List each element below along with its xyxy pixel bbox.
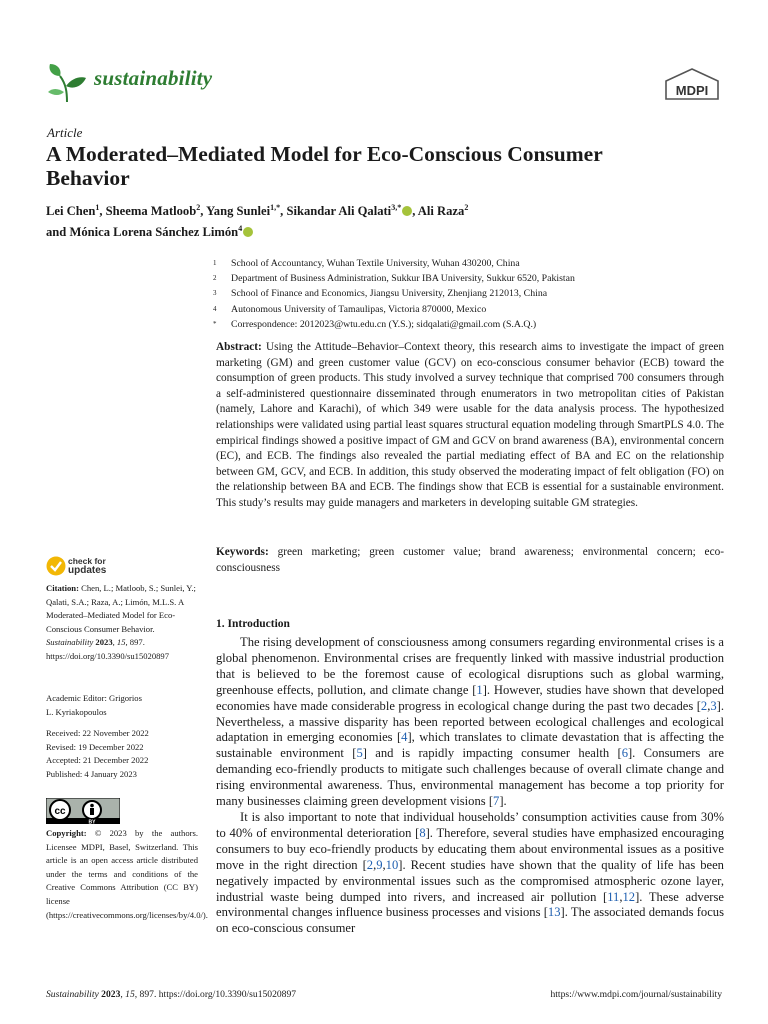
correspondence-text: Correspondence: 2012023@wtu.edu.cn (Y.S.); sidqalati@gmail.com (S.A.Q.) [231,318,537,330]
citation-link[interactable]: 9 [376,857,383,872]
author-name[interactable]: Ali Raza [417,204,465,219]
footer-journal: Sustainability [46,989,99,1000]
abstract-text: Using the Attitude–Behavior–Context theory, this research aims to investigate the impact of green marketing (GM) and green customer value (GCV) on eco-conscious consumer behavior (ECB) toward the consumption of green products. This study involved a survey technique that comprised 700 consumers through a self-administered questionnaire disseminated through enumerators in two metropolitan cities of Pakistan (namely, Lahore and Karachi), of which 349 were usable for the data analysis process. The hypothesized relationships were validated using partial least squares structural equation modeling through SmartPLS 4.0. The empirical findings showed a positive impact of GM and GCV on brand awareness (BA), environmental concern (EC), and ECB. The findings also revealed the partial mediating effect of BA and EC on the relationship between GM, GCV, and ECB. In addition, this study observed the moderating impact of felt obligation (FO) on the relationship between BA and ECB. The findings show that ECB is essential for a sustainable environment. This study’s results may guide managers and marketers in developing suitable GM strategies. [216,341,725,509]
affiliation-text: School of Finance and Economics, Jiangsu University, Zhenjiang 212013, China [231,288,548,300]
affiliation-number: 4 [213,304,217,313]
footer-journal-url[interactable]: https://www.mdpi.com/journal/sustainability [550,989,722,1000]
journal-name[interactable]: sustainability [94,66,213,90]
article-type: Article [47,125,83,140]
copyright-label: Copyright: [46,828,87,838]
author-affil-sup: 2 [464,203,469,212]
received-date: Received: 22 November 2022 [46,728,149,738]
affiliation-text: School of Accountancy, Wuhan Textile University, Wuhan 430200, China [231,258,520,269]
correspondence-item[interactable] [213,317,728,332]
citation-year: 2023 [95,637,113,648]
orcid-icon[interactable] [402,206,412,216]
affiliation-list [213,256,728,332]
keywords-text: green marketing; green customer value; brand awareness; environmental concern; eco-consciousness [216,546,725,574]
editor-name: L. Kyriakopoulos [46,706,107,717]
citation-link[interactable]: 10 [385,857,399,872]
citation-volume: 15 [116,637,126,648]
affiliation-item [213,271,728,286]
section-heading: 1. Introduction [216,618,290,630]
citation-link[interactable]: 7 [493,794,500,809]
affiliation-number: 1 [213,259,217,267]
svg-text:BY: BY [88,819,96,824]
check-for-updates-icon[interactable] [46,556,66,576]
citation-link[interactable]: 3 [710,698,717,713]
affiliation-text: Autonomous University of Tamaulipas, Victoria 870000, Mexico [231,303,487,315]
citation-link[interactable]: 8 [419,825,426,840]
footer-year: 2023 [101,989,121,1000]
citation-link[interactable]: 2 [366,857,374,872]
check-line-1: check for [68,556,106,566]
affiliation-number: 2 [213,274,217,283]
text-run: ]. Nevertheless, a massive disparity has been reported between ecological challenges and ecological adaptation in emerging economies [ [216,698,724,745]
text-run: The rising development of consciousness among consumers regarding environmental crises is a global phenomenon. Environmental crises are frequently linked with massive industrial production that is believed to be the foremost cause of ecological disruptions such as global warming, greenhouse effects, pollution, and climate change [ [216,635,724,697]
editor-label: Academic Editor: Grigorios [46,693,142,703]
citation-label: Citation: [46,583,79,593]
author-affil-sup: 1 [95,203,100,212]
text-run: ]. Therefore, several studies have emphasized encouraging consumers to buy eco-friendly products by educating them about environmental issues as a positive move in the right direction [ [216,825,724,872]
text-run: ]. Consumers are demanding eco-friendly products to mitigate such challenges because of overall climate change and rising environmental awareness. Thus, environmental management has become a top priority for many businesses claiming green development visions [ [216,746,725,809]
author-name[interactable]: and Mónica Lorena Sánchez Limón [46,225,239,240]
author-sep: , [99,204,106,219]
footer-doi[interactable]: , 897. https://doi.org/10.3390/su15020897 [134,989,297,1000]
academic-editor [46,692,198,719]
author-affil-sup: 3,* [391,203,402,212]
author-sep: , [412,204,418,219]
citation-link[interactable]: 12 [622,889,636,904]
footer-citation: Sustainability 2023, 15, 897. https://doi.org/10.3390/su15020897 [46,989,297,1000]
check-line-2: updates [68,565,107,576]
text-run: ] and is rapidly impacting consumer health [ [362,746,622,761]
mdpi-logo-text: MDPI [675,83,709,98]
text-run: ]. Recent studies have shown that the quality of life has been negatively impacted by environmental issues such as the compromised atmospheric ozone layer, industrial waste being dumped into rivers, and increased air pollution [ [216,857,724,904]
author-name[interactable]: Lei Chen [46,204,96,219]
footer-volume: 15 [125,989,135,1000]
author-sep: , [200,204,207,219]
author-sep: , [280,204,287,219]
abstract [216,340,724,512]
orcid-icon[interactable] [243,227,253,237]
copyright-block [46,827,208,922]
text-run: ], which translates to climate devastation that is affecting the sustainable environment [ [216,730,724,761]
publication-dates [46,727,198,781]
keywords [216,545,724,576]
affiliation-item [213,302,728,317]
affiliation-number: 3 [213,289,217,298]
affiliation-item [213,256,728,271]
revised-date: Revised: 19 December 2022 [46,741,144,752]
text-run: It is also important to note that individual households’ consumption activities cause from 30% to 40% of environmental deterioration [ [216,809,724,840]
author-affil-sup: 1,* [270,203,281,212]
citation-link[interactable]: 2 [700,698,708,713]
svg-text:cc: cc [54,806,66,817]
author-affil-sup: 4 [238,224,243,234]
paragraph: It is also important to note that individual households’ consumption activities cause from 30% to 40% of environmental deterioration [8]. Therefore, several studies have emphasized encouraging consumers to buy eco-friendly products by educating them about environmental issues as a positive move in the right direction [2,9,10]. Recent studies have shown that the quality of life has been negatively impacted by environmental issues such as the compromised atmospheric ozone layer, industrial waste being dumped into rivers, and increased air pollution [11,12]. These adverse environmental changes influence business processes and visions [13]. The associated demands focus on eco-conscious consumer [216,809,725,936]
paragraph: The rising development of consciousness among consumers regarding environmental crises is a global phenomenon. Environmental crises are frequently linked with massive industrial production that is believed to be the foremost cause of ecological disruptions such as global warming, greenhouse effects, pollution, and climate change [1]. However, studies have shown that developed economies have made considerable progress in ecological change during the past two decades [2,3]. Nevertheless, a massive disparity has been reported between ecological challenges and ecological adaptation in emerging economies [4], which translates to climate devastation that is affecting the sustainable environment [5] and is rapidly impacting consumer health [6]. Consumers are demanding eco-friendly products to mitigate such challenges because of overall climate change and rising environmental awareness. Thus, environmental management has become a top priority for many businesses claiming green development visions [7]. [216,635,725,809]
mdpi-logo-icon[interactable] [664,68,720,100]
affiliation-item [213,286,728,301]
keywords-label: Keywords: [216,546,269,558]
abstract-label: Abstract: [216,341,262,353]
paper-title: A Moderated–Mediated Model for Eco-Conscious Consumer Behavior [46,142,603,190]
text-run: ]. [499,794,507,809]
author-list [46,199,726,241]
citation-doi[interactable]: , 897. https://doi.org/10.3390/su15020897 [46,637,170,661]
published-date: Published: 4 January 2023 [46,768,137,779]
text-run: ]. However, studies have shown that developed economies have made considerable progress in ecological change during the past two decades [ [216,682,724,713]
author-name[interactable]: Sheema Matloob [105,204,197,219]
citation-link[interactable]: 5 [356,746,363,761]
text-run: ]. The associated demands focus on eco-conscious consumer [216,905,725,936]
accepted-date: Accepted: 21 December 2022 [46,755,149,766]
author-name[interactable]: Yang Sunlei [206,204,271,219]
body-text [216,635,724,937]
citation-text: Chen, L.; Matloob, S.; Sunlei, Y.; Qalati, S.A.; Raza, A.; Limón, M.L.S. A Moderated–Mediated Model for Eco-Conscious Consumer Behavior. [46,583,196,634]
citation-link[interactable]: 6 [621,746,628,761]
citation-block: Citation: Chen, L.; Matloob, S.; Sunlei, Y.; Qalati, S.A.; Raza, A.; Limón, M.L.S. A Moderated–Mediated Model for Eco-Conscious Consumer Behavior. Sustainability 2023, 15, 897. https://doi.org/10.3390/su15020897 [46,583,196,661]
affiliation-text: Department of Business Administration, Sukkur IBA University, Sukkur 6520, Pakistan [231,273,575,285]
author-name[interactable]: Sikandar Ali Qalati [286,204,392,219]
citation-link[interactable]: 4 [401,730,408,745]
affiliation-number: * [213,319,217,328]
check-for-updates-text[interactable] [68,557,106,575]
citation-link[interactable]: 13 [547,905,561,920]
journal-leaf-logo-icon [46,62,88,104]
citation-link[interactable]: 11 [607,889,620,904]
text-run: ]. These adverse environmental changes influence business processes and visions [ [216,889,724,920]
copyright-text: © 2023 by the authors. Licensee MDPI, Basel, Switzerland. This article is an open access article distributed under the terms and conditions of the Creative Commons Attribution (CC BY) license (https://creativecommons.org/licenses/by/4.0/). [46,828,208,920]
cc-by-license-icon[interactable] [46,798,120,824]
author-affil-sup: 2 [196,203,201,212]
citation-journal: Sustainability [46,637,94,648]
citation-link[interactable]: 1 [476,682,483,697]
